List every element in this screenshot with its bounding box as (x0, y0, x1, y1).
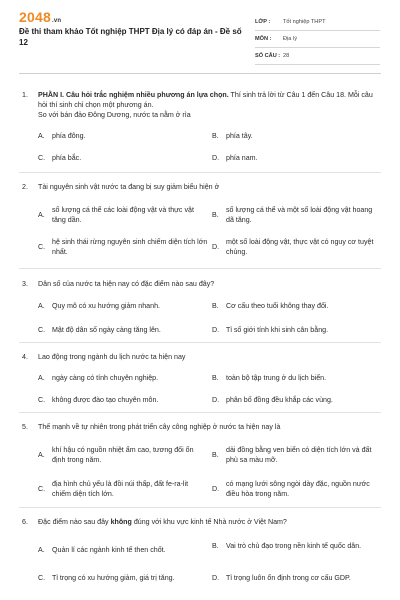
option-letter: A. (38, 374, 45, 382)
meta-key: MÔN : (255, 36, 272, 42)
option-text: Quản lí các ngành kinh tế then chốt. (52, 546, 166, 554)
option-text: phân bố đồng đều khắp các vùng. (226, 396, 333, 404)
option-text: Tỉ trọng có xu hướng giảm, giá trị tăng. (52, 574, 175, 582)
question-text-part: đúng với khu vực kinh tế Nhà nước ở Việt Nam? (131, 518, 287, 526)
option-letter: D. (212, 154, 220, 162)
option-letter: A. (38, 210, 45, 219)
option-a[interactable] (38, 132, 86, 142)
option-d[interactable] (212, 574, 351, 584)
question-text-part: Đặc điểm nào sau đây (38, 518, 111, 526)
option-c[interactable] (38, 326, 161, 336)
option-letter: D. (212, 326, 220, 334)
meta-row-class (255, 14, 380, 31)
option-letter: C. (38, 154, 46, 162)
question-number: 2. (22, 183, 28, 191)
option-letter: A. (38, 302, 45, 310)
option-b[interactable] (212, 302, 328, 312)
option-b[interactable] (212, 132, 253, 142)
option-text: phía nam. (226, 154, 258, 162)
question-divider (19, 412, 381, 413)
question-number: 3. (22, 280, 28, 288)
exam-meta-table (255, 14, 380, 65)
option-b[interactable] (212, 206, 380, 225)
meta-row-count (255, 48, 380, 65)
option-letter: C. (38, 484, 46, 493)
question-number: 1. (22, 91, 28, 99)
option-letter: C. (38, 396, 46, 404)
option-text: ngày càng có tính chuyên nghiệp. (52, 374, 159, 382)
option-text: phía đông. (52, 132, 86, 140)
question-2 (22, 182, 380, 192)
option-a[interactable] (38, 546, 208, 556)
option-text: Vai trò chủ đạo trong nền kinh tế quốc dân. (226, 542, 362, 550)
option-c[interactable] (38, 154, 81, 164)
question-number: 6. (22, 518, 28, 526)
question-4 (22, 352, 380, 362)
option-a[interactable] (38, 206, 208, 225)
option-text: dải đồng bằng ven biển có diện tích lớn và đất phù sa màu mỡ. (226, 446, 372, 464)
option-b[interactable] (212, 446, 380, 465)
option-text: toàn bộ tập trung ở du lịch biển. (226, 374, 327, 382)
option-text: Quy mô có xu hướng giảm nhanh. (52, 302, 160, 310)
option-letter: B. (212, 210, 219, 219)
option-letter: B. (212, 302, 219, 310)
option-c[interactable] (38, 238, 208, 257)
option-c[interactable] (38, 396, 158, 406)
option-letter: A. (38, 450, 45, 459)
option-a[interactable] (38, 374, 158, 384)
meta-key: LỚP : (255, 19, 271, 25)
question-divider (19, 342, 381, 343)
meta-value: 28 (283, 53, 290, 59)
option-d[interactable] (212, 154, 258, 164)
option-text: số lượng cá thể và một số loài động vật hoang dã tăng. (226, 206, 373, 224)
logo-text: 2048 (19, 9, 51, 25)
question-divider (19, 507, 381, 508)
option-letter: A. (38, 546, 45, 554)
question-text: Dân số của nước ta hiện nay có đặc điểm nào sau đây? (38, 280, 215, 288)
option-letter: B. (212, 542, 219, 550)
option-d[interactable] (212, 326, 328, 336)
option-text: một số loài động vật, thực vật có nguy cơ tuyệt chủng. (226, 238, 374, 256)
option-text: số lượng cá thể các loài động vật và thực vật tăng dần. (52, 206, 194, 224)
question-divider (19, 172, 381, 173)
emphasis-text: không (110, 518, 132, 526)
option-letter: D. (212, 396, 220, 404)
option-d[interactable] (212, 238, 380, 257)
option-text: không được đào tạo chuyên môn. (52, 396, 159, 404)
option-text: phía bắc. (52, 154, 82, 162)
option-letter: B. (212, 132, 219, 140)
question-5 (22, 422, 380, 432)
question-stem: So với bán đảo Đông Dương, nước ta nằm ở rìa (38, 111, 191, 119)
page-title: Đề thi tham khảo Tốt nghiệp THPT Địa lý có đáp án - Đề số 12 (19, 27, 242, 47)
option-text: Tỉ trọng luôn ổn định trong cơ cấu GDP. (226, 574, 351, 582)
option-letter: D. (212, 242, 220, 251)
option-text: địa hình chủ yếu là đồi núi thấp, đất fe-ra-lit chiếm diện tích lớn. (52, 480, 189, 498)
option-letter: D. (212, 484, 220, 493)
option-c[interactable] (38, 574, 175, 584)
meta-key: SỐ CÂU : (255, 53, 281, 59)
option-letter: B. (212, 450, 219, 459)
question-number: 5. (22, 423, 28, 431)
question-text: Thế mạnh về tự nhiên trong phát triển cây công nghiệp ở nước ta hiện nay là (38, 423, 281, 431)
option-letter: D. (212, 574, 220, 582)
option-letter: A. (38, 132, 45, 140)
question-text (38, 90, 380, 120)
option-text: phía tây. (226, 132, 253, 140)
meta-value: Tốt nghiệp THPT (283, 19, 326, 25)
option-text: Tỉ số giới tính khi sinh cân bằng. (226, 326, 329, 334)
question-text: Tài nguyên sinh vật nước ta đang bị suy giảm biểu hiện ở (38, 183, 220, 191)
option-text: có mạng lưới sông ngòi dày đặc, nguồn nước điều hòa trong năm. (226, 480, 370, 498)
option-letter: B. (212, 374, 219, 382)
question-text (38, 517, 380, 527)
option-b[interactable] (212, 374, 326, 384)
site-logo[interactable] (19, 9, 61, 25)
option-text: khí hậu có nguồn nhiệt ẩm cao, tương đối ổn định trong năm. (52, 446, 194, 464)
question-divider (19, 268, 381, 269)
option-a[interactable] (38, 446, 208, 465)
section-heading: PHẦN I. Câu hỏi trắc nghiệm nhiều phương án lựa chọn. (38, 91, 229, 99)
question-number: 4. (22, 353, 28, 361)
option-text: hệ sinh thái rừng nguyên sinh chiếm diện tích lớn nhất. (52, 238, 208, 256)
header-divider (19, 73, 381, 74)
meta-value: Địa lý (283, 36, 297, 42)
question-6 (22, 517, 380, 527)
option-letter: C. (38, 574, 46, 582)
logo-suffix: .vn (51, 18, 62, 24)
option-c[interactable] (38, 480, 208, 499)
option-d[interactable] (212, 480, 380, 499)
meta-row-subject (255, 31, 380, 48)
option-a[interactable] (38, 302, 160, 312)
option-text: Cơ cấu theo tuổi không thay đổi. (226, 302, 329, 310)
option-letter: C. (38, 242, 46, 251)
question-3 (22, 279, 380, 289)
instruction-text: Thí sinh trả lời từ Câu 1 đến Câu 18. Mỗi câu hỏi thí sinh chỉ chọn một phương án. (38, 91, 373, 109)
option-text: Mật độ dân số ngày càng tăng lên. (52, 326, 161, 334)
question-1 (22, 90, 380, 120)
question-text: Lao động trong ngành du lịch nước ta hiện nay (38, 353, 186, 361)
option-b[interactable] (212, 542, 370, 552)
option-letter: C. (38, 326, 46, 334)
option-d[interactable] (212, 396, 333, 406)
